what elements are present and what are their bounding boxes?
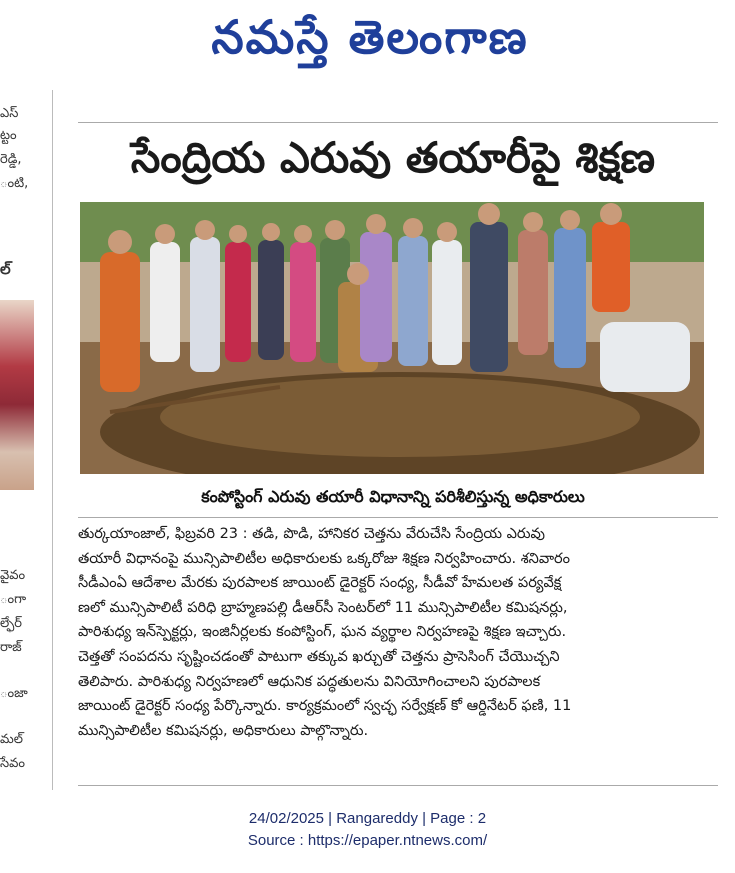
body-line: పారిశుధ్య ఇన్‌స్పెక్టర్లు, ఇంజినీర్లలకు కంపోస్టింగ్, ఘన వ్యర్థాల నిర్వహణపై శిక్షణ ఇచ్చారు. [78,624,567,641]
left-fragment: ంగా [0,592,27,607]
left-fragment: ఎస్ [0,106,19,121]
news-article [68,100,718,795]
body-line: ణలో మున్సిపాలిటీ పరిధి బ్రాహ్మణపల్లి డీఆర్‌సీ సెంటర్‌లో 11 మున్సిపాలిటీల కమిషనర్లు, [78,599,568,616]
photo-caption: కంపోస్టింగ్ ఎరువు తయారీ విధానాన్ని పరిశీలిస్తున్న అధికారులు [201,487,585,506]
left-fragment: రెడ్డి, [0,152,22,167]
article-photo [80,202,704,474]
left-fragment: వైవం [0,568,26,583]
footer-source-link[interactable]: Source : https://epaper.ntnews.com/ [247,832,488,849]
left-fragment: ంజా [0,686,28,701]
article-bottom-rule [78,785,718,786]
column-divider [52,90,53,790]
body-line: సీడీఎంఏ ఆదేశాల మేరకు పురపాలక జాయింట్ డైరెక్టర్ సంధ్య, సీడీవో హేమలత పర్యవేక్ష [78,575,562,592]
left-fragment: ల్ [0,260,11,278]
page-footer [0,808,735,852]
article-body [78,522,708,743]
left-fragment: రాజ్ [0,640,22,655]
body-line: మున్సిపాలిటీల కమిషనర్లు, అధికారులు పాల్గొన్నారు. [78,722,369,739]
left-fragment: ల్ఫేర్ [0,616,22,631]
left-fragment: మల్ [0,732,23,747]
article-top-rule [78,122,718,123]
body-line: తయారీ విధానంపై మున్సిపాలిటీల అధికారులకు ఒక్కరోజు శిక్షణ నిర్వహించారు. శనివారం [78,550,570,567]
caption-rule [78,517,718,518]
newspaper-masthead: నమస్తే తెలంగాణ [211,10,529,64]
left-fragment: ట్టం [0,128,17,143]
body-line: తెలిపారు. పారిశుధ్య నిర్వహణలో ఆధునిక పద్ధతులను వినియోగించాలని పురపాలక [78,673,541,690]
article-headline: సేంద్రియ ఎరువు తయారీపై శిక్షణ [130,133,656,182]
adjacent-column-photo [0,300,34,490]
compost-training-photo [80,202,704,474]
footer-edition-line: 24/02/2025 | Rangareddy | Page : 2 [248,810,487,827]
left-fragment: సేవం [0,756,25,771]
body-line: తుర్కయాంజాల్, ఫిబ్రవరి 23 : తడి, పొడి, హానికర చెత్తను వేరుచేసి సేంద్రియ ఎరువు [78,526,545,542]
body-line: చెత్తతో సంపదను సృష్టించడంతో పాటుగా తక్కువ ఖర్చుతో చెత్తను ప్రాసెసింగ్ చేయొచ్చని [78,648,560,665]
body-line: జాయింట్ డైరెక్టర్ సంధ్య పేర్కొన్నారు. కార్యక్రమంలో స్వచ్ఛ సర్వేక్షణ్ కో ఆర్డినేటర్ ఫణి, 11 [78,698,572,715]
left-fragment: ంటి, [0,176,29,191]
